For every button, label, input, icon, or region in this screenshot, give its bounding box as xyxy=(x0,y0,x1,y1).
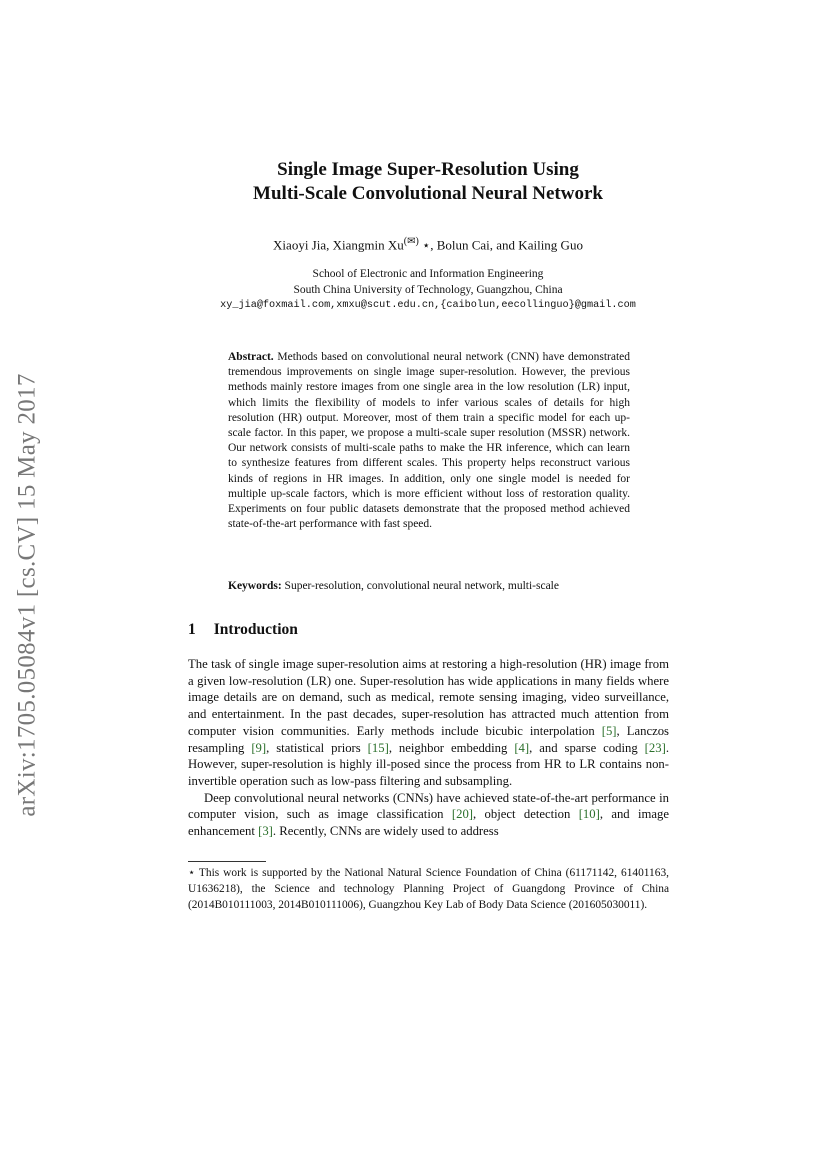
arxiv-identifier: arXiv:1705.05084v1 [cs.CV] 15 May 2017 xyxy=(14,373,42,817)
affiliation xyxy=(188,266,668,314)
affiliation-university: South China University of Technology, Guangzhou, China xyxy=(293,284,563,296)
introduction-body xyxy=(188,656,669,840)
citation-link[interactable]: [3] xyxy=(258,824,273,839)
title-line-2: Multi-Scale Convolutional Neural Network xyxy=(253,183,603,204)
text-run: , Lanczos resampling xyxy=(188,723,669,755)
citation-link[interactable]: [9] xyxy=(251,740,267,755)
citation-link[interactable]: [15] xyxy=(367,740,389,755)
footnote xyxy=(188,865,669,913)
section-number: 1 xyxy=(188,621,196,638)
text-run: , statistical priors xyxy=(266,740,368,755)
citation-link[interactable]: [23] xyxy=(644,740,666,755)
text-run: The task of single image super-resolution aims at restoring a high-resolution (HR) image from a given low-resolution (LR) one. Super-resolution has wide applications in many fields where image details are on demand, such as medical, remote sensing imaging, video surveillance, and entertainment. In the past decades, super-resolution has attracted much attention from computer vision communities. Early methods include bicubic interpolation xyxy=(188,657,669,738)
text-run: , and image enhancement xyxy=(188,807,669,839)
affiliation-school: School of Electronic and Information Engineering xyxy=(312,268,544,280)
keywords-label: Keywords: xyxy=(228,580,282,592)
text-run: . However, super-resolution is highly ill-posed since the process from HR to LR contains non-invertible operation such as low-pass filtering and subsampling. xyxy=(188,740,669,788)
section-title: Introduction xyxy=(213,621,298,638)
arxiv-sidebar xyxy=(6,360,50,830)
intro-paragraph-2 xyxy=(188,790,669,840)
text-run: , neighbor embedding xyxy=(388,740,515,755)
citation-link[interactable]: [20] xyxy=(451,807,474,822)
keywords-text: Super-resolution, convolutional neural network, multi-scale xyxy=(284,580,559,592)
author-list xyxy=(188,236,668,253)
text-run: . Recently, CNNs are widely used to address xyxy=(272,824,499,839)
citation-link[interactable]: [10] xyxy=(578,807,600,822)
text-run: , object detection xyxy=(473,807,579,822)
intro-paragraph-1 xyxy=(188,656,669,790)
author-emails: xy_jia@foxmail.com,xmxu@scut.edu.cn,{caibolun,eecollinguo}@gmail.com xyxy=(220,300,636,311)
title-line-1: Single Image Super-Resolution Using xyxy=(277,159,579,180)
footnote-mark: ⋆ xyxy=(188,867,196,879)
authors-rest: ⋆, Bolun Cai, and Kailing Guo xyxy=(418,237,583,253)
text-run: Deep convolutional neural networks (CNNs) have achieved state-of-the-art performance in computer vision, such as image classification xyxy=(188,790,669,822)
abstract xyxy=(228,350,630,532)
envelope-icon: (✉) xyxy=(403,236,419,247)
paper-title xyxy=(188,158,668,206)
abstract-text: Methods based on convolutional neural network (CNN) have demonstrated tremendous improvements on single image super-resolution. However, the previous methods mainly restore images from one single area in the low resolution (LR) input, which limits the flexibility of models to infer various scales of details for high resolution (HR) output. Moreover, most of them train a specific model for each up-scale factor. In this paper, we propose a multi-scale super resolution (MSSR) network. Our network consists of multi-scale paths to make the HR inference, which can learn to synthesize features from different scales. This property helps reconstruct various kinds of regions in HR images. In addition, only one single model is needed for multiple up-scale factors, which is more efficient without loss of restoration quality. Experiments on four public datasets demonstrate that the proposed method achieved state-of-the-art performance with fast speed. xyxy=(228,351,630,531)
footnote-text: This work is supported by the National Natural Science Foundation of China (61171142, 61401163, U1636218), the Science and technology Planning Project of Guangdong Province of China (2014B010111003, 2014B010111006), Guangzhou Key Lab of Body Data Science (201605030011). xyxy=(188,867,669,911)
authors-first: Xiaoyi Jia, Xiangmin Xu xyxy=(273,237,404,253)
section-heading xyxy=(188,621,298,639)
citation-link[interactable]: [5] xyxy=(601,723,617,738)
footnote-rule xyxy=(188,861,266,862)
keywords xyxy=(228,580,630,592)
citation-link[interactable]: [4] xyxy=(514,740,530,755)
text-run: , and sparse coding xyxy=(529,740,645,755)
abstract-label: Abstract. xyxy=(228,351,274,363)
